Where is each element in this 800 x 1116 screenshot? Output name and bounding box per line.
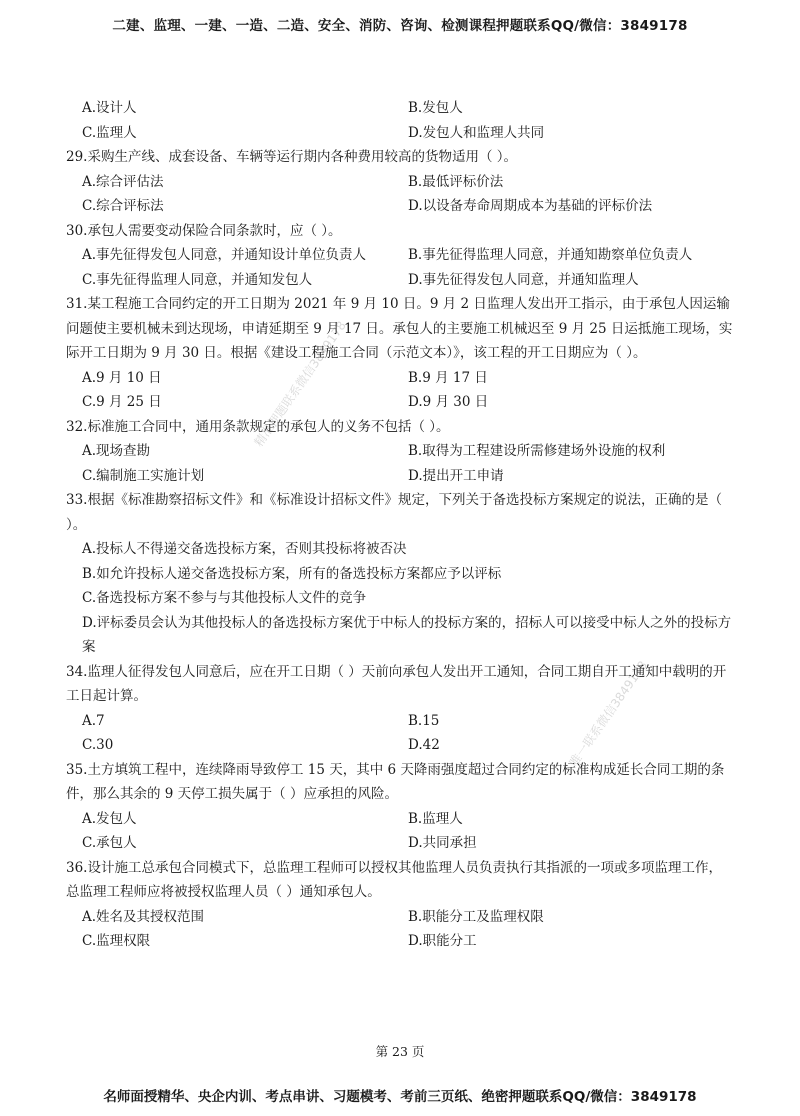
options (66, 537, 734, 660)
option: B.职能分工及监理权限 (408, 908, 544, 925)
question-text: 29.采购生产线、成套设备、车辆等运行期内各种费用较高的货物适用（ ）。 (66, 149, 518, 165)
option: A.9 月 10 日 (82, 369, 162, 386)
question-text: 32.标准施工合同中，通用条款规定的承包人的义务不包括（ ）。 (66, 418, 450, 435)
options (66, 243, 734, 292)
page-number: 第 23 页 (375, 1044, 425, 1059)
option: D.9 月 30 日 (408, 394, 489, 410)
option: A.设计人 (82, 100, 137, 116)
option: C.9 月 25 日 (82, 394, 162, 410)
option: C.监理权限 (82, 933, 151, 949)
option: D.发包人和监理人共同 (408, 124, 545, 141)
options (66, 905, 734, 954)
option: A.事先征得发包人同意，并通知设计单位负责人 (82, 247, 367, 263)
option: D.事先征得发包人同意，并通知监理人 (408, 271, 639, 288)
option: C.综合评标法 (82, 198, 164, 214)
option: D.共同承担 (408, 835, 477, 851)
page-footer: 名师面授精华、央企内训、考点串讲、习题模考、考前三页纸、绝密押题联系QQ/微信：3849178 (103, 1089, 697, 1105)
option: B.9 月 17 日 (408, 369, 488, 386)
option: B.最低评标价法 (408, 173, 504, 190)
option: B.发包人 (408, 100, 463, 116)
option: C.监理人 (82, 124, 137, 141)
question-text: 30.承包人需要变动保险合同条款时，应（ ）。 (66, 222, 342, 239)
option: B.如允许投标人递交备选投标方案，所有的备选投标方案都应予以评标 (82, 565, 502, 582)
options (66, 366, 734, 415)
watermark: 精准押题联系微信3849178 (251, 318, 349, 450)
option: A.综合评估法 (82, 173, 164, 190)
question-text: 31.某工程施工合同约定的开工日期为 2021 年 9 月 10 日。9 月 2 日监理人发出开工指示，由于承包人因运输问题使主要机械未到达现场，申请延期至 9 月 17 日。承包人的主要施工机械迟至 9 月 25 日运抵施工现场，实际开工日期为 9 月 30 日。根据《建设工程施工合同（示范文本）》，该工程的开工日期应为（ ）。 (66, 296, 733, 361)
option: C.备选投标方案不参与与其他投标人文件的竞争 (82, 590, 367, 606)
option: D.职能分工 (408, 933, 477, 949)
option: B.事先征得监理人同意，并通知勘察单位负责人 (408, 247, 693, 263)
option: B.取得为工程建设所需修建场外设施的权利 (408, 443, 666, 459)
option: A.姓名及其授权范围 (82, 908, 205, 925)
question-text: 34.监理人征得发包人同意后，应在开工日期（ ）天前向承包人发出开工通知，合同工期自开工通知中载明的开工日起计算。 (66, 663, 727, 704)
options (66, 807, 734, 856)
options (66, 709, 734, 758)
option: C.编制施工实施计划 (82, 467, 205, 484)
option: D.提出开工申请 (408, 467, 504, 484)
option: A.投标人不得递交备选投标方案，否则其投标将被否决 (82, 541, 407, 557)
watermark: 唯一联系微信3849178 (566, 658, 651, 770)
question-text: 36.设计施工总承包合同模式下，总监理工程师可以授权其他监理人员负责执行其指派的一项或多项监理工作，总监理工程师应将被授权监理人员（ ）通知承包人。 (66, 859, 722, 900)
option: D.以设备寿命周期成本为基础的评标价法 (408, 198, 653, 214)
question-text: 33.根据《标准勘察招标文件》和《标准设计招标文件》规定，下列关于备选投标方案规定的说法，正确的是（ ）。 (66, 492, 722, 533)
option: D.评标委员会认为其他投标人的备选投标方案优于中标人的投标方案的，招标人可以接受中标人之外的投标方案 (82, 614, 732, 655)
options (66, 439, 734, 488)
option: C.承包人 (82, 835, 137, 851)
option: A.现场查勘 (82, 443, 151, 459)
option: A.发包人 (82, 810, 137, 827)
question-text: 35.土方填筑工程中，连续降雨导致停工 15 天，其中 6 天降雨强度超过合同约定的标准构成延长合同工期的条件，那么其余的 9 天停工损失属于（ ）应承担的风险。 (66, 761, 725, 802)
option: B.15 (408, 712, 440, 729)
option: C.事先征得监理人同意，并通知发包人 (82, 271, 313, 288)
option: C.30 (82, 737, 114, 753)
option: A.7 (82, 712, 105, 729)
options (66, 96, 734, 145)
question-list (66, 96, 734, 954)
option: B.监理人 (408, 810, 463, 827)
option: D.42 (408, 737, 440, 753)
options (66, 170, 734, 219)
page-header: 二建、监理、一建、一造、二造、安全、消防、咨询、检测课程押题联系QQ/微信：3849178 (112, 18, 688, 34)
